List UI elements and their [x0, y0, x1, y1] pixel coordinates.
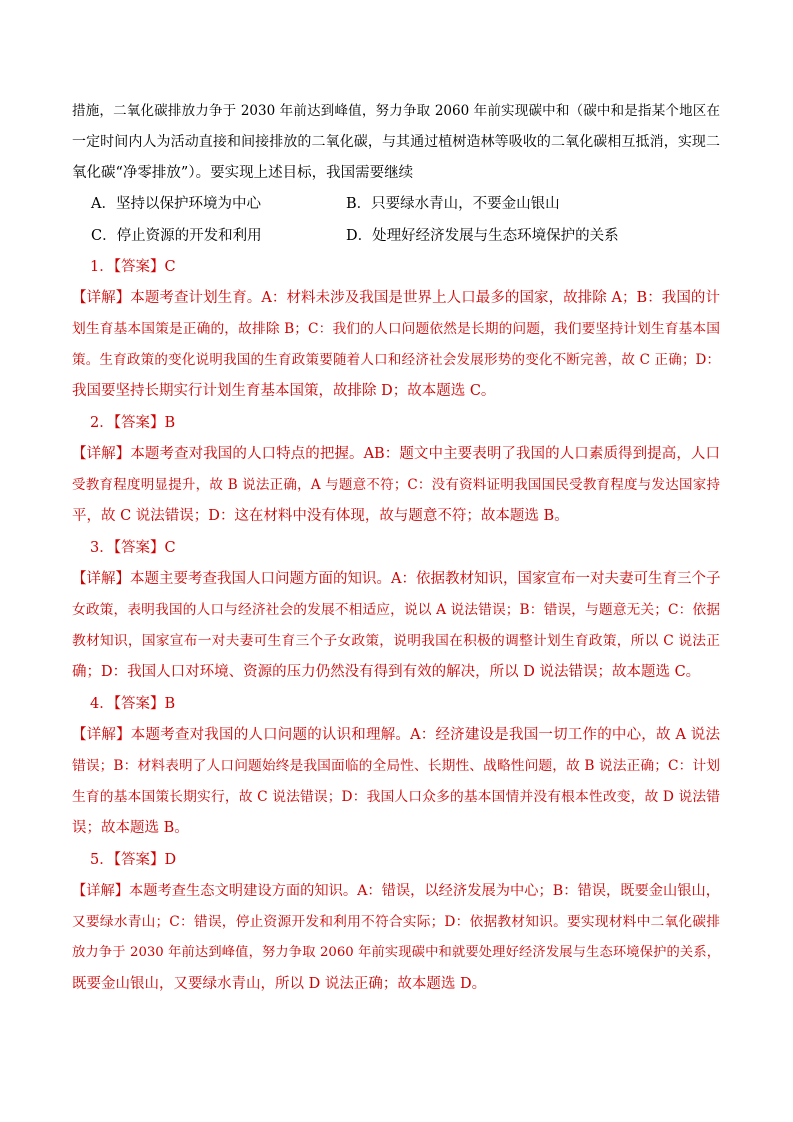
- answer-detail-line: 划生育基本国策是正确的，故排除 B；C：我们的人口问题依然是长期的问题，我们要坚持计划生育基本国: [72, 321, 720, 337]
- answer-detail-line: 放力争于 2030 年前达到峰值，努力争取 2060 年前实现碳中和就要处理好经济发展与生态环境保护的关系，: [72, 945, 720, 960]
- answer-detail-line: 【详解】本题考查生态文明建设方面的知识。A：错误，以经济发展为中心；B：错误，既要金山银山，: [72, 883, 720, 899]
- answer-detail-line: 我国要坚持长期实行计划生育基本国策，故排除 D；故本题选 C。: [72, 383, 496, 399]
- option-d: D．处理好经济发展与生态环境保护的关系: [346, 228, 619, 244]
- question-stem-line: 氧化碳“净零排放”）。要实现上述目标，我国需要继续: [72, 165, 414, 181]
- question-stem-line: 一定时间内人为活动直接和间接排放的二氧化碳，与其通过植树造林等吸收的二氧化碳相互抵消，实现二: [72, 134, 720, 150]
- answer-detail-line: 平，故 C 说法错误；D：这在材料中没有体现，故与题意不符；故本题选 B。: [72, 508, 569, 524]
- answer-detail-line: 错误；B：材料表明了人口问题始终是我国面临的全局性、长期性、战略性问题，故 B 说法正确；C：计划: [72, 758, 720, 774]
- question-stem-line: 措施，二氧化碳排放力争于 2030 年前达到峰值，努力争取 2060 年前实现碳中和（碳中和是指某个地区在: [72, 103, 720, 119]
- answer-detail-line: 【详解】本题考查对我国的人口特点的把握。AB：题文中主要表明了我国的人口素质得到提高，人口: [72, 446, 720, 462]
- option-c: C．停止资源的开发和利用: [91, 228, 262, 244]
- answer-heading-5: 5．【答案】D: [90, 852, 177, 868]
- answer-detail-line: 【详解】本题考查对我国的人口问题的认识和理解。A：经济建设是我国一切工作的中心，故 A 说法: [72, 727, 720, 743]
- answer-heading-4: 4．【答案】B: [90, 696, 176, 712]
- answer-detail-line: 确；D：我国人口对环境、资源的压力仍然没有得到有效的解决，所以 D 说法错误；故本题选 C。: [72, 664, 701, 680]
- answer-detail-line: 误；故本题选 B。: [72, 820, 189, 836]
- answer-heading-2: 2．【答案】B: [90, 415, 176, 431]
- option-a: A．坚持以保护环境为中心: [91, 196, 261, 212]
- answer-detail-line: 既要金山银山，又要绿水青山，所以 D 说法正确；故本题选 D。: [72, 976, 487, 992]
- answer-detail-line: 【详解】本题考查计划生育。A：材料未涉及我国是世界上人口最多的国家，故排除 A；B：我国的计: [72, 290, 720, 306]
- answer-detail-line: 受教育程度明显提升，故 B 说法正确，A 与题意不符；C：没有资料证明我国国民受教育程度与发达国家持: [72, 477, 720, 493]
- answer-detail-line: 教材知识，国家宣布一对夫妻可生育三个子女政策，说明我国在积极的调整计划生育政策，所以 C 说法正: [72, 633, 720, 649]
- answer-detail-line: 生育的基本国策长期实行，故 C 说法错误；D：我国人口众多的基本国情并没有根本性改变，故 D 说法错: [72, 789, 720, 805]
- answer-heading-3: 3．【答案】C: [90, 540, 176, 556]
- answer-detail-line: 策。生育政策的变化说明我国的生育政策要随着人口和经济社会发展形势的变化不断完善，故 C 正确；D：: [72, 352, 720, 368]
- answer-detail-line: 女政策，表明我国的人口与经济社会的发展不相适应，说以 A 说法错误；B：错误，与题意无关；C：依据: [72, 602, 720, 618]
- answer-heading-1: 1．【答案】C: [90, 259, 176, 275]
- answer-detail-line: 【详解】本题主要考查我国人口问题方面的知识。A：依据教材知识，国家宣布一对夫妻可生育三个子: [72, 571, 721, 587]
- answer-detail-line: 又要绿水青山；C：错误，停止资源开发和利用不符合实际；D：依据教材知识。要实现材料中二氧化碳排: [72, 914, 720, 930]
- option-b: B．只要绿水青山，不要金山银山: [346, 196, 560, 212]
